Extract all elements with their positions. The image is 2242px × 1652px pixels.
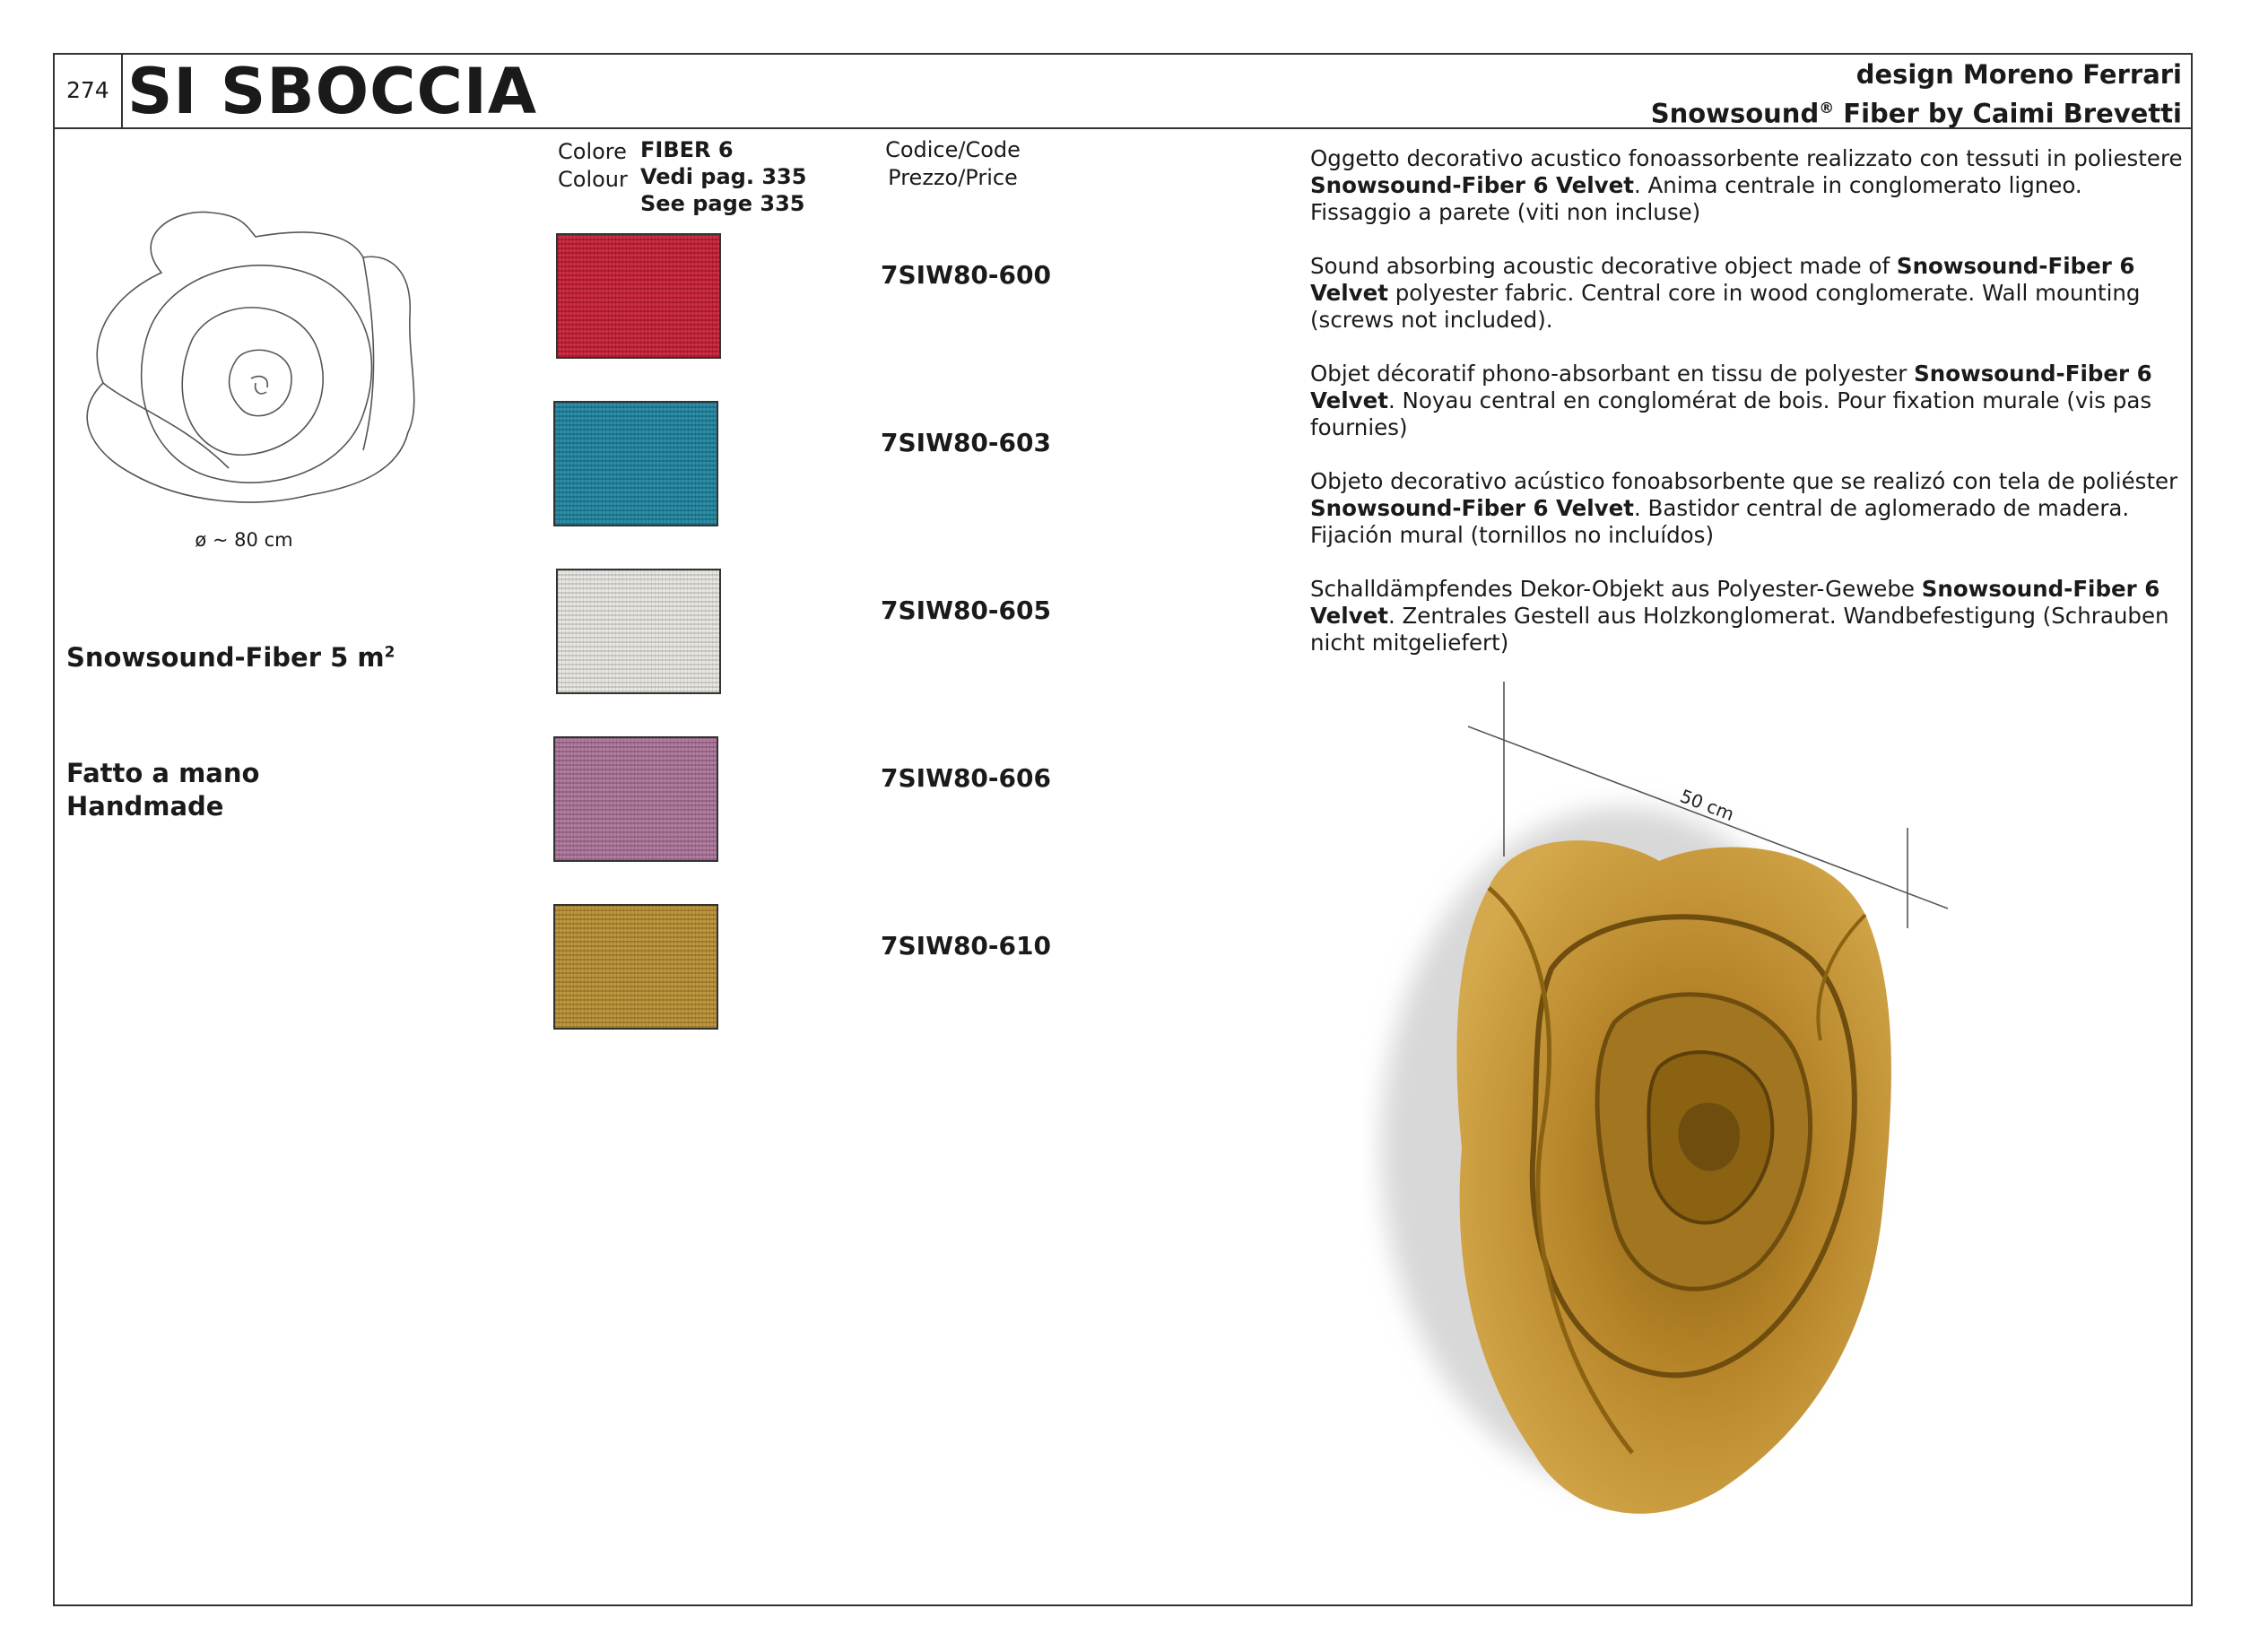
fiber-label: FIBER 6 — [640, 137, 734, 162]
color-swatch — [556, 569, 721, 694]
colour-header — [558, 138, 628, 194]
dimension-measure — [1435, 677, 1973, 928]
color-swatch — [553, 401, 718, 526]
handmade-en: Handmade — [66, 791, 224, 822]
product-code: 7SIW80-610 — [881, 931, 1051, 961]
description-it: Oggetto decorativo acustico fonoassorbente realizzato con tessuti in poliestere Snowsound-Fiber 6 Velvet. Anima centrale in conglomerato ligneo. Fissaggio a parete (viti non incluse) — [1310, 145, 2183, 225]
color-swatch — [553, 736, 718, 862]
diameter-label: ø ~ 80 cm — [195, 529, 293, 551]
designer-line: design Moreno Ferrari — [1855, 59, 2182, 90]
product-title: SI SBOCCIA — [127, 55, 538, 128]
colore-label: Colore — [558, 139, 627, 164]
product-description — [1310, 145, 2185, 683]
prezzo-label: Prezzo/Price — [888, 165, 1018, 190]
fiber-header — [640, 136, 806, 217]
designer-credit — [1651, 57, 2182, 131]
description-de: Schalldämpfendes Dekor-Objekt aus Polyester-Gewebe Snowsound-Fiber 6 Velvet. Zentrales Gestell aus Holzkonglomerat. Wandbefestigung (Schrauben nicht mitgeliefert) — [1310, 576, 2169, 656]
code-header — [856, 136, 1049, 192]
vedi-label: Vedi pag. 335 — [640, 164, 807, 189]
color-swatch — [556, 233, 721, 359]
product-code: 7SIW80-606 — [881, 763, 1051, 793]
rose-sketch-icon — [76, 199, 417, 522]
page-number-divider — [121, 53, 123, 128]
description-es: Objeto decorativo acústico fonoabsorbente que se realizó con tela de poliéster Snowsound-Fiber 6 Velvet. Bastidor central de aglomerado de madera. Fijación mural (tornillos no incluídos) — [1310, 468, 2178, 548]
description-en: Sound absorbing acoustic decorative object made of Snowsound-Fiber 6 Velvet polyester fabric. Central core in wood conglomerate. Wall mounting (screws not included). — [1310, 253, 2141, 333]
handmade-it: Fatto a mano — [66, 758, 260, 788]
see-label: See page 335 — [640, 191, 805, 216]
measure-label: 50 cm — [1677, 785, 1737, 825]
brand-line: Snowsound® Fiber by Caimi Brevetti — [1650, 98, 2182, 129]
product-code: 7SIW80-605 — [881, 596, 1051, 625]
page-number: 274 — [66, 77, 109, 103]
fiber-amount: Snowsound-Fiber 5 $m^2$ — [66, 642, 395, 673]
codice-label: Codice/Code — [885, 137, 1021, 162]
product-code: 7SIW80-600 — [881, 260, 1051, 290]
handmade-label — [66, 757, 259, 823]
color-swatch — [553, 904, 718, 1030]
colour-label: Colour — [558, 167, 628, 192]
product-code: 7SIW80-603 — [881, 428, 1051, 457]
description-fr: Objet décoratif phono-absorbant en tissu de polyester Snowsound-Fiber 6 Velvet. Noyau central en conglomérat de bois. Pour fixation murale (vis pas fournies) — [1310, 361, 2152, 440]
